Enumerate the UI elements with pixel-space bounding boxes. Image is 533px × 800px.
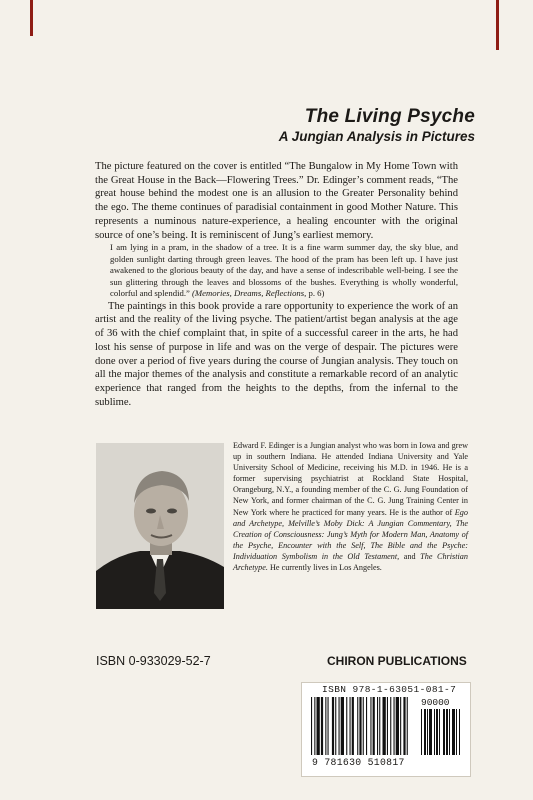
- author-photo: [96, 443, 224, 609]
- publisher-name: CHIRON PUBLICATIONS: [327, 654, 467, 668]
- author-bio: [233, 440, 468, 573]
- book-subtitle: A Jungian Analysis in Pictures: [278, 129, 475, 144]
- description-paragraph: The picture featured on the cover is entitled “The Bungalow in My Home Town with the Great House in the Back—Flowering Trees.” Dr. Edinger’s comment reads, “The great house behind the modest one is an allusion to the Greater Personality behind the ego. The theme continues of paradisial containment in good Mother Nature. This represents a numinous nature-experience, a healing encounter with the original source of one’s being. It is reminiscent of Jung’s earliest memory.: [95, 161, 458, 241]
- bio-book-titles: The Christian Archetype.: [233, 551, 468, 573]
- quote-page: p. 6): [306, 288, 325, 299]
- bio-text: and: [399, 551, 421, 561]
- jung-quote: [110, 242, 458, 300]
- bio-book-titles: Ego and Archetype, Melville’s Moby Dick: A Jungian Commentary, The Creation of Consciousness: Jung’s Myth for Modern Man, Anatomy of the Psyche, Encounter with the Self, The Bible and the Psyche: Individuation Symbolism in the Old Testament,: [233, 507, 468, 561]
- bio-text: He currently lives in Los Angeles.: [267, 563, 382, 573]
- description-body: [95, 160, 458, 409]
- title-block: [279, 106, 475, 144]
- spine-edge-mark: [30, 0, 33, 36]
- barcode-bars: [309, 697, 464, 757]
- isbn-label: ISBN 0-933029-52-7: [96, 654, 211, 668]
- quote-text: I am lying in a pram, in the shadow of a tree. It is a fine warm summer day, the sky blue, and golden sunlight darting through green leaves. The hood of the pram has been left up. I have just awakened to the glorious beauty of the day, and have a sense of indescribable well-being. I see the sun glittering through the leaves and blossoms of the bushes. Everything is wholly wonderful, colorful and splendid.”: [110, 242, 458, 299]
- barcode-isbn: ISBN 978-1-63051-081-7: [322, 684, 457, 695]
- spine-edge-mark: [496, 0, 499, 50]
- book-title: The Living Psyche: [304, 106, 475, 127]
- bio-text: Edward F. Edinger is a Jungian analyst who was born in Iowa and grew up in southern Indiana. He attended Indiana University and Yale University School of Medicine, receiving his M.D. in 1946. He is a former supervising psychiatrist at Rockland State Hospital, Orangeburg, N.Y., a founding member of the C. G. Jung Foundation of New York, and former chairman of the C. G. Jung Training Center in New York where he practiced for many years. He is the author of: [233, 441, 468, 517]
- barcode-price-code: 90000: [421, 697, 450, 708]
- barcode-number: 9 781630 510817: [312, 757, 405, 768]
- description-paragraph: The paintings in this book provide a rare opportunity to experience the work of an artist and the reality of the living psyche. The patient/artist began analysis at the age of 36 with the chief complaint that, in spite of a successful career in the arts, he had lost his sense of purpose in life and was on the verge of despair. The pictures were done over a period of five years during the course of Jungian analysis. They touch on all the major themes of the analysis and constitute a remarkable record of an analytic experience that ranged from the heights to the depths, from the infernal to the sublime.: [95, 300, 458, 408]
- quote-citation: (Memories, Dreams, Reflections,: [192, 288, 307, 299]
